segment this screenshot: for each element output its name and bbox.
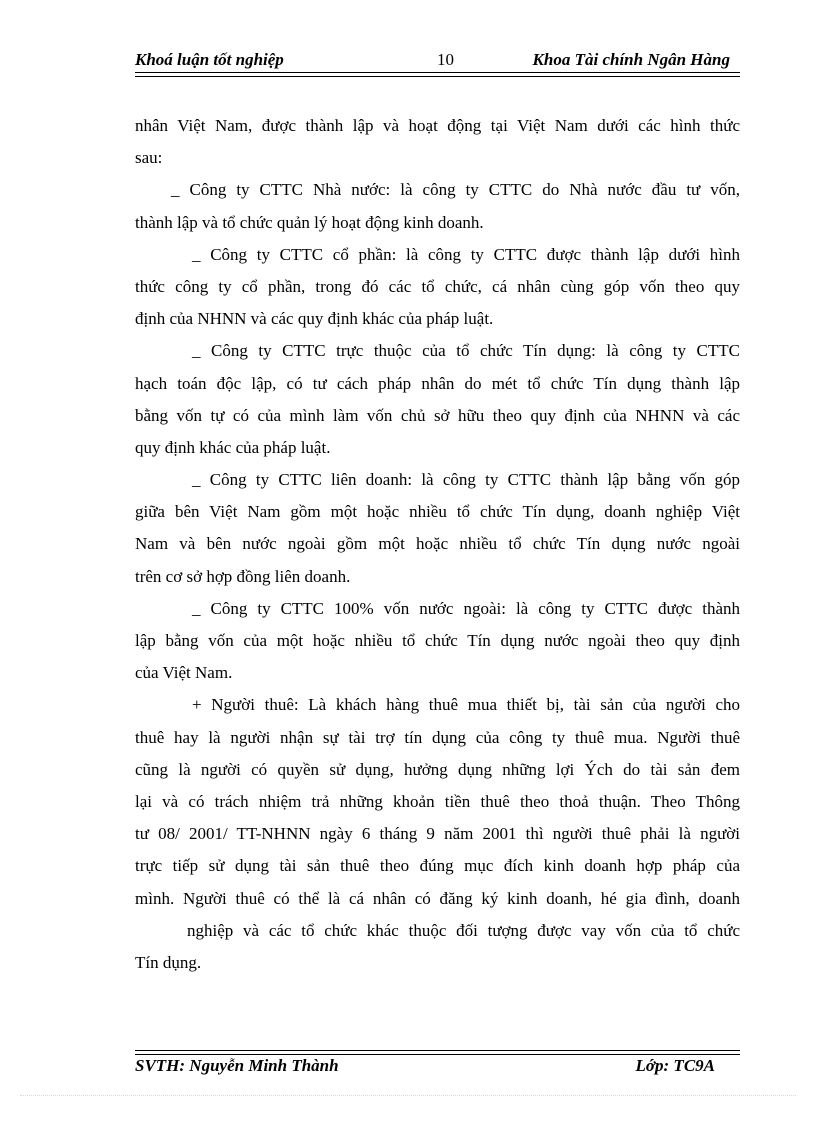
body-line: mình. Người thuê có thể là cá nhân có đăng ký kinh doanh, hé gia đình, doanh (135, 888, 740, 908)
body-line: lập bằng vốn của một hoặc nhiều tổ chức Tín dụng nước ngoài theo quy định (135, 631, 740, 650)
body-line: tư 08/ 2001/ TT-NHNN ngày 6 tháng 9 năm 2001 thì người thuê phải là người (135, 824, 740, 844)
body-line: bằng vốn tự có của mình làm vốn chủ sở hữu theo quy định của NHNN và các (135, 405, 740, 425)
header-divider (135, 72, 740, 77)
body-line: định của NHNN và các quy định khác của pháp luật. (135, 309, 494, 329)
body-line: thức công ty cổ phần, trong đó các tổ chức, cá nhân cùng góp vốn theo quy (135, 276, 740, 296)
body-line: Tín dụng. (135, 952, 202, 972)
footer-class-label: Lớp: TC9A (635, 1056, 715, 1075)
body-line: trên cơ sở hợp đồng liên doanh. (135, 566, 351, 586)
document-body (135, 110, 740, 979)
body-line: nhân Việt Nam, được thành lập và hoạt động tại Việt Nam dưới các hình thức (135, 116, 740, 135)
body-line: giữa bên Việt Nam gồm một hoặc nhiều tổ chức Tín dụng, doanh nghiệp Việt (135, 502, 740, 522)
page-header (135, 48, 740, 74)
body-line: thành lập và tổ chức quản lý hoạt động kinh doanh. (135, 212, 484, 232)
page-bottom-edge (20, 1095, 796, 1096)
body-line: thuê hay là người nhận sự tài trợ tín dụng của công ty thuê mua. Người thuê (135, 727, 740, 747)
body-line: Nam và bên nước ngoài gồm một hoặc nhiều tổ chức Tín dụng nước ngoài (135, 534, 740, 554)
header-page-number: 10 (437, 50, 454, 69)
body-line: lại và có trách nhiệm trả những khoản tiền thuê theo thoả thuận. Theo Thông (135, 791, 740, 811)
body-line: trực tiếp sử dụng tài sản thuê theo đúng mục đích kinh doanh hợp pháp của (135, 856, 740, 876)
body-line: _ Công ty CTTC Nhà nước: là công ty CTTC do Nhà nước đầu tư vốn, (171, 180, 740, 200)
body-line: _ Công ty CTTC trực thuộc của tổ chức Tín dụng: là công ty CTTC (192, 341, 740, 361)
body-line: quy định khác của pháp luật. (135, 437, 331, 457)
page-footer (135, 1054, 740, 1080)
body-line: _ Công ty CTTC liên doanh: là công ty CTTC thành lập bằng vốn góp (192, 470, 740, 490)
body-line: nghiệp và các tổ chức khác thuộc đối tượng được vay vốn của tổ chức (187, 920, 740, 940)
body-line: + Người thuê: Là khách hàng thuê mua thiết bị, tài sản của người cho (192, 695, 740, 715)
body-line: của Việt Nam. (135, 663, 233, 683)
header-faculty-label: Khoa Tài chính Ngân Hàng (532, 50, 730, 69)
body-line: hạch toán độc lập, có tư cách pháp nhân do mét tổ chức Tín dụng thành lập (135, 373, 740, 393)
body-line: cũng là người có quyền sử dụng, hưởng dụng những lợi Ých do tài sản đem (135, 759, 740, 779)
body-line: _ Công ty CTTC cổ phần: là công ty CTTC được thành lập dưới hình (192, 244, 740, 264)
body-line: _ Công ty CTTC 100% vốn nước ngoài: là công ty CTTC được thành (192, 598, 740, 618)
header-thesis-label: Khoá luận tốt nghiệp (135, 50, 284, 69)
body-line: sau: (135, 148, 163, 168)
footer-student-name: SVTH: Nguyễn Minh Thành (135, 1056, 339, 1075)
